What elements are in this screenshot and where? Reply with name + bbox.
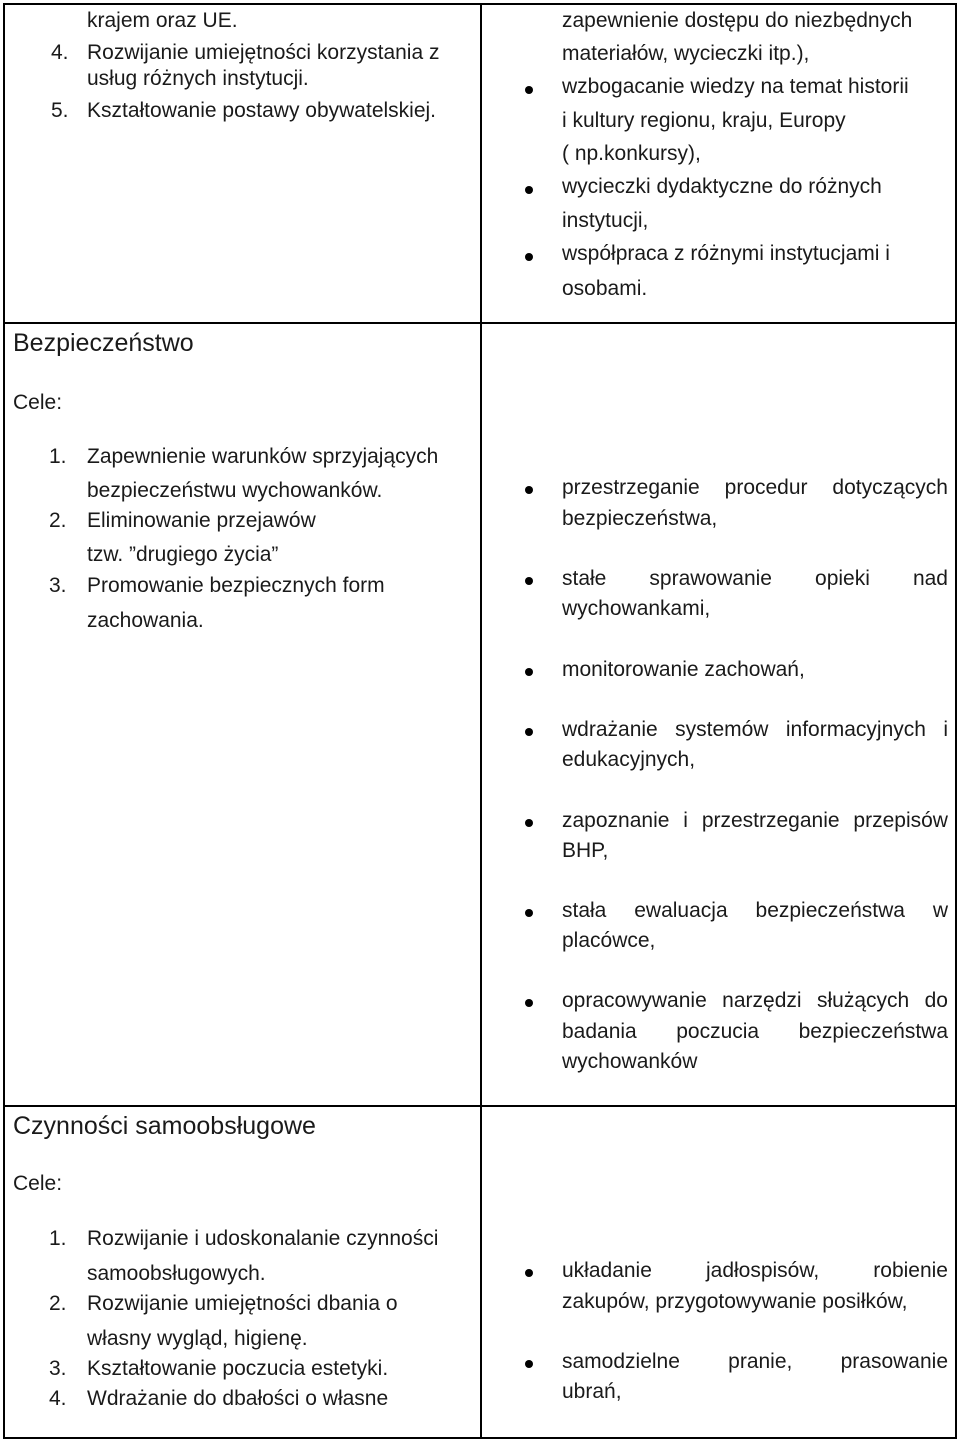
list-number: 1. bbox=[49, 1227, 67, 1250]
continued-text: krajem oraz UE. bbox=[87, 9, 238, 32]
word: przestrzeganie bbox=[701, 809, 840, 832]
bullet-icon bbox=[525, 728, 533, 736]
list-item: samoobsługowych. bbox=[87, 1262, 266, 1285]
action-text: zapewnienie dostępu do niezbędnych bbox=[562, 9, 913, 32]
bullet-icon bbox=[525, 1360, 533, 1368]
list-item: Rozwijanie umiejętności korzystania z bbox=[87, 41, 440, 64]
list-number: 3. bbox=[49, 1357, 67, 1380]
bullet-icon bbox=[525, 486, 533, 494]
word: stałe bbox=[562, 567, 607, 590]
action-text bbox=[562, 718, 948, 742]
list-item: Rozwijanie umiejętności dbania o bbox=[87, 1292, 398, 1315]
section-title: Czynności samoobsługowe bbox=[13, 1112, 316, 1140]
action-text: materiałów, wycieczki itp.), bbox=[562, 42, 810, 65]
list-item: własny wygląd, higienę. bbox=[87, 1327, 308, 1350]
list-item: Kształtowanie postawy obywatelskiej. bbox=[87, 99, 437, 122]
action-text: monitorowanie zachowań, bbox=[562, 658, 805, 681]
action-text: edukacyjnych, bbox=[562, 748, 696, 771]
action-text: współpraca z różnymi instytucjami i bbox=[562, 242, 890, 265]
list-item: Wdrażanie do dbałości o własne bbox=[87, 1387, 389, 1410]
list-number: 3. bbox=[49, 574, 67, 597]
goals-label: Cele: bbox=[13, 391, 63, 414]
list-item: tzw. ”drugiego życia” bbox=[87, 543, 279, 566]
section-title: Bezpieczeństwo bbox=[13, 329, 194, 357]
action-text: zakupów, przygotowywanie posiłków, bbox=[562, 1290, 908, 1313]
list-number: 4. bbox=[49, 1387, 67, 1410]
action-text bbox=[562, 1259, 948, 1283]
bullet-icon bbox=[525, 1269, 533, 1277]
goals-label: Cele: bbox=[13, 1172, 63, 1195]
word: służących bbox=[816, 989, 910, 1012]
word: samodzielne bbox=[562, 1350, 680, 1373]
word: pranie, bbox=[728, 1350, 793, 1373]
action-text: i kultury regionu, kraju, Europy bbox=[562, 109, 846, 132]
word: procedur bbox=[724, 476, 808, 499]
word: robienie bbox=[873, 1259, 948, 1282]
list-item: Kształtowanie poczucia estetyki. bbox=[87, 1357, 389, 1380]
table-row-divider bbox=[3, 322, 957, 324]
list-number: 1. bbox=[49, 445, 67, 468]
action-text bbox=[562, 989, 948, 1013]
list-item: bezpieczeństwu wychowanków. bbox=[87, 479, 383, 502]
bullet-icon bbox=[525, 253, 533, 261]
action-text bbox=[562, 1020, 948, 1044]
word: w bbox=[932, 899, 948, 922]
word: do bbox=[924, 989, 948, 1012]
bullet-icon bbox=[525, 668, 533, 676]
word: układanie bbox=[562, 1259, 652, 1282]
list-item: Zapewnienie warunków sprzyjających bbox=[87, 445, 439, 468]
action-text: wychowankami, bbox=[562, 597, 711, 620]
action-text: ubrań, bbox=[562, 1380, 622, 1403]
table-row-divider bbox=[3, 1105, 957, 1107]
action-text: BHP, bbox=[562, 839, 609, 862]
word: przestrzeganie bbox=[562, 476, 700, 499]
action-text: wycieczki dydaktyczne do różnych bbox=[562, 175, 882, 198]
word: opracowywanie bbox=[562, 989, 707, 1012]
action-text: bezpieczeństwa, bbox=[562, 507, 718, 530]
table-border-right bbox=[955, 3, 957, 1439]
table-column-divider bbox=[480, 3, 482, 1439]
bullet-icon bbox=[525, 819, 533, 827]
action-text: wychowanków bbox=[562, 1050, 698, 1073]
word: bezpieczeństwa bbox=[755, 899, 905, 922]
action-text bbox=[562, 1350, 948, 1374]
word: bezpieczeństwa bbox=[798, 1020, 948, 1043]
list-number: 5. bbox=[51, 99, 69, 122]
bullet-icon bbox=[525, 909, 533, 917]
word: informacyjnych bbox=[785, 718, 926, 741]
list-number: 4. bbox=[51, 41, 69, 64]
list-item: Rozwijanie i udoskonalanie czynności bbox=[87, 1227, 439, 1250]
list-number: 2. bbox=[49, 509, 67, 532]
bullet-icon bbox=[525, 577, 533, 585]
word: przepisów bbox=[853, 809, 948, 832]
word: nad bbox=[912, 567, 948, 590]
word: narzędzi bbox=[722, 989, 802, 1012]
word: stała bbox=[562, 899, 607, 922]
list-number: 2. bbox=[49, 1292, 67, 1315]
action-text bbox=[562, 809, 948, 833]
word: wdrażanie bbox=[562, 718, 658, 741]
action-text: placówce, bbox=[562, 929, 656, 952]
word: ewaluacja bbox=[634, 899, 728, 922]
list-item: Promowanie bezpiecznych form bbox=[87, 574, 385, 597]
bullet-icon bbox=[525, 86, 533, 94]
bullet-icon bbox=[525, 999, 533, 1007]
action-text bbox=[562, 476, 948, 500]
word: poczucia bbox=[676, 1020, 760, 1043]
word: dotyczących bbox=[832, 476, 948, 499]
list-item: zachowania. bbox=[87, 609, 204, 632]
list-item: Eliminowanie przejawów bbox=[87, 509, 316, 532]
action-text bbox=[562, 899, 948, 923]
word: jadłospisów, bbox=[705, 1259, 820, 1282]
word: badania bbox=[562, 1020, 637, 1043]
word: zapoznanie bbox=[562, 809, 670, 832]
word: opieki bbox=[815, 567, 870, 590]
word: sprawowanie bbox=[649, 567, 772, 590]
word: i bbox=[683, 809, 688, 832]
word: i bbox=[943, 718, 948, 741]
action-text: wzbogacanie wiedzy na temat historii bbox=[562, 75, 909, 98]
action-text: osobami. bbox=[562, 277, 648, 300]
list-item: usług różnych instytucji. bbox=[87, 67, 309, 90]
action-text bbox=[562, 567, 948, 591]
action-text: instytucji, bbox=[562, 209, 649, 232]
word: prasowanie bbox=[840, 1350, 948, 1373]
action-text: ( np.konkursy), bbox=[562, 142, 701, 165]
bullet-icon bbox=[525, 186, 533, 194]
table-border-left bbox=[3, 3, 5, 1439]
word: systemów bbox=[675, 718, 769, 741]
